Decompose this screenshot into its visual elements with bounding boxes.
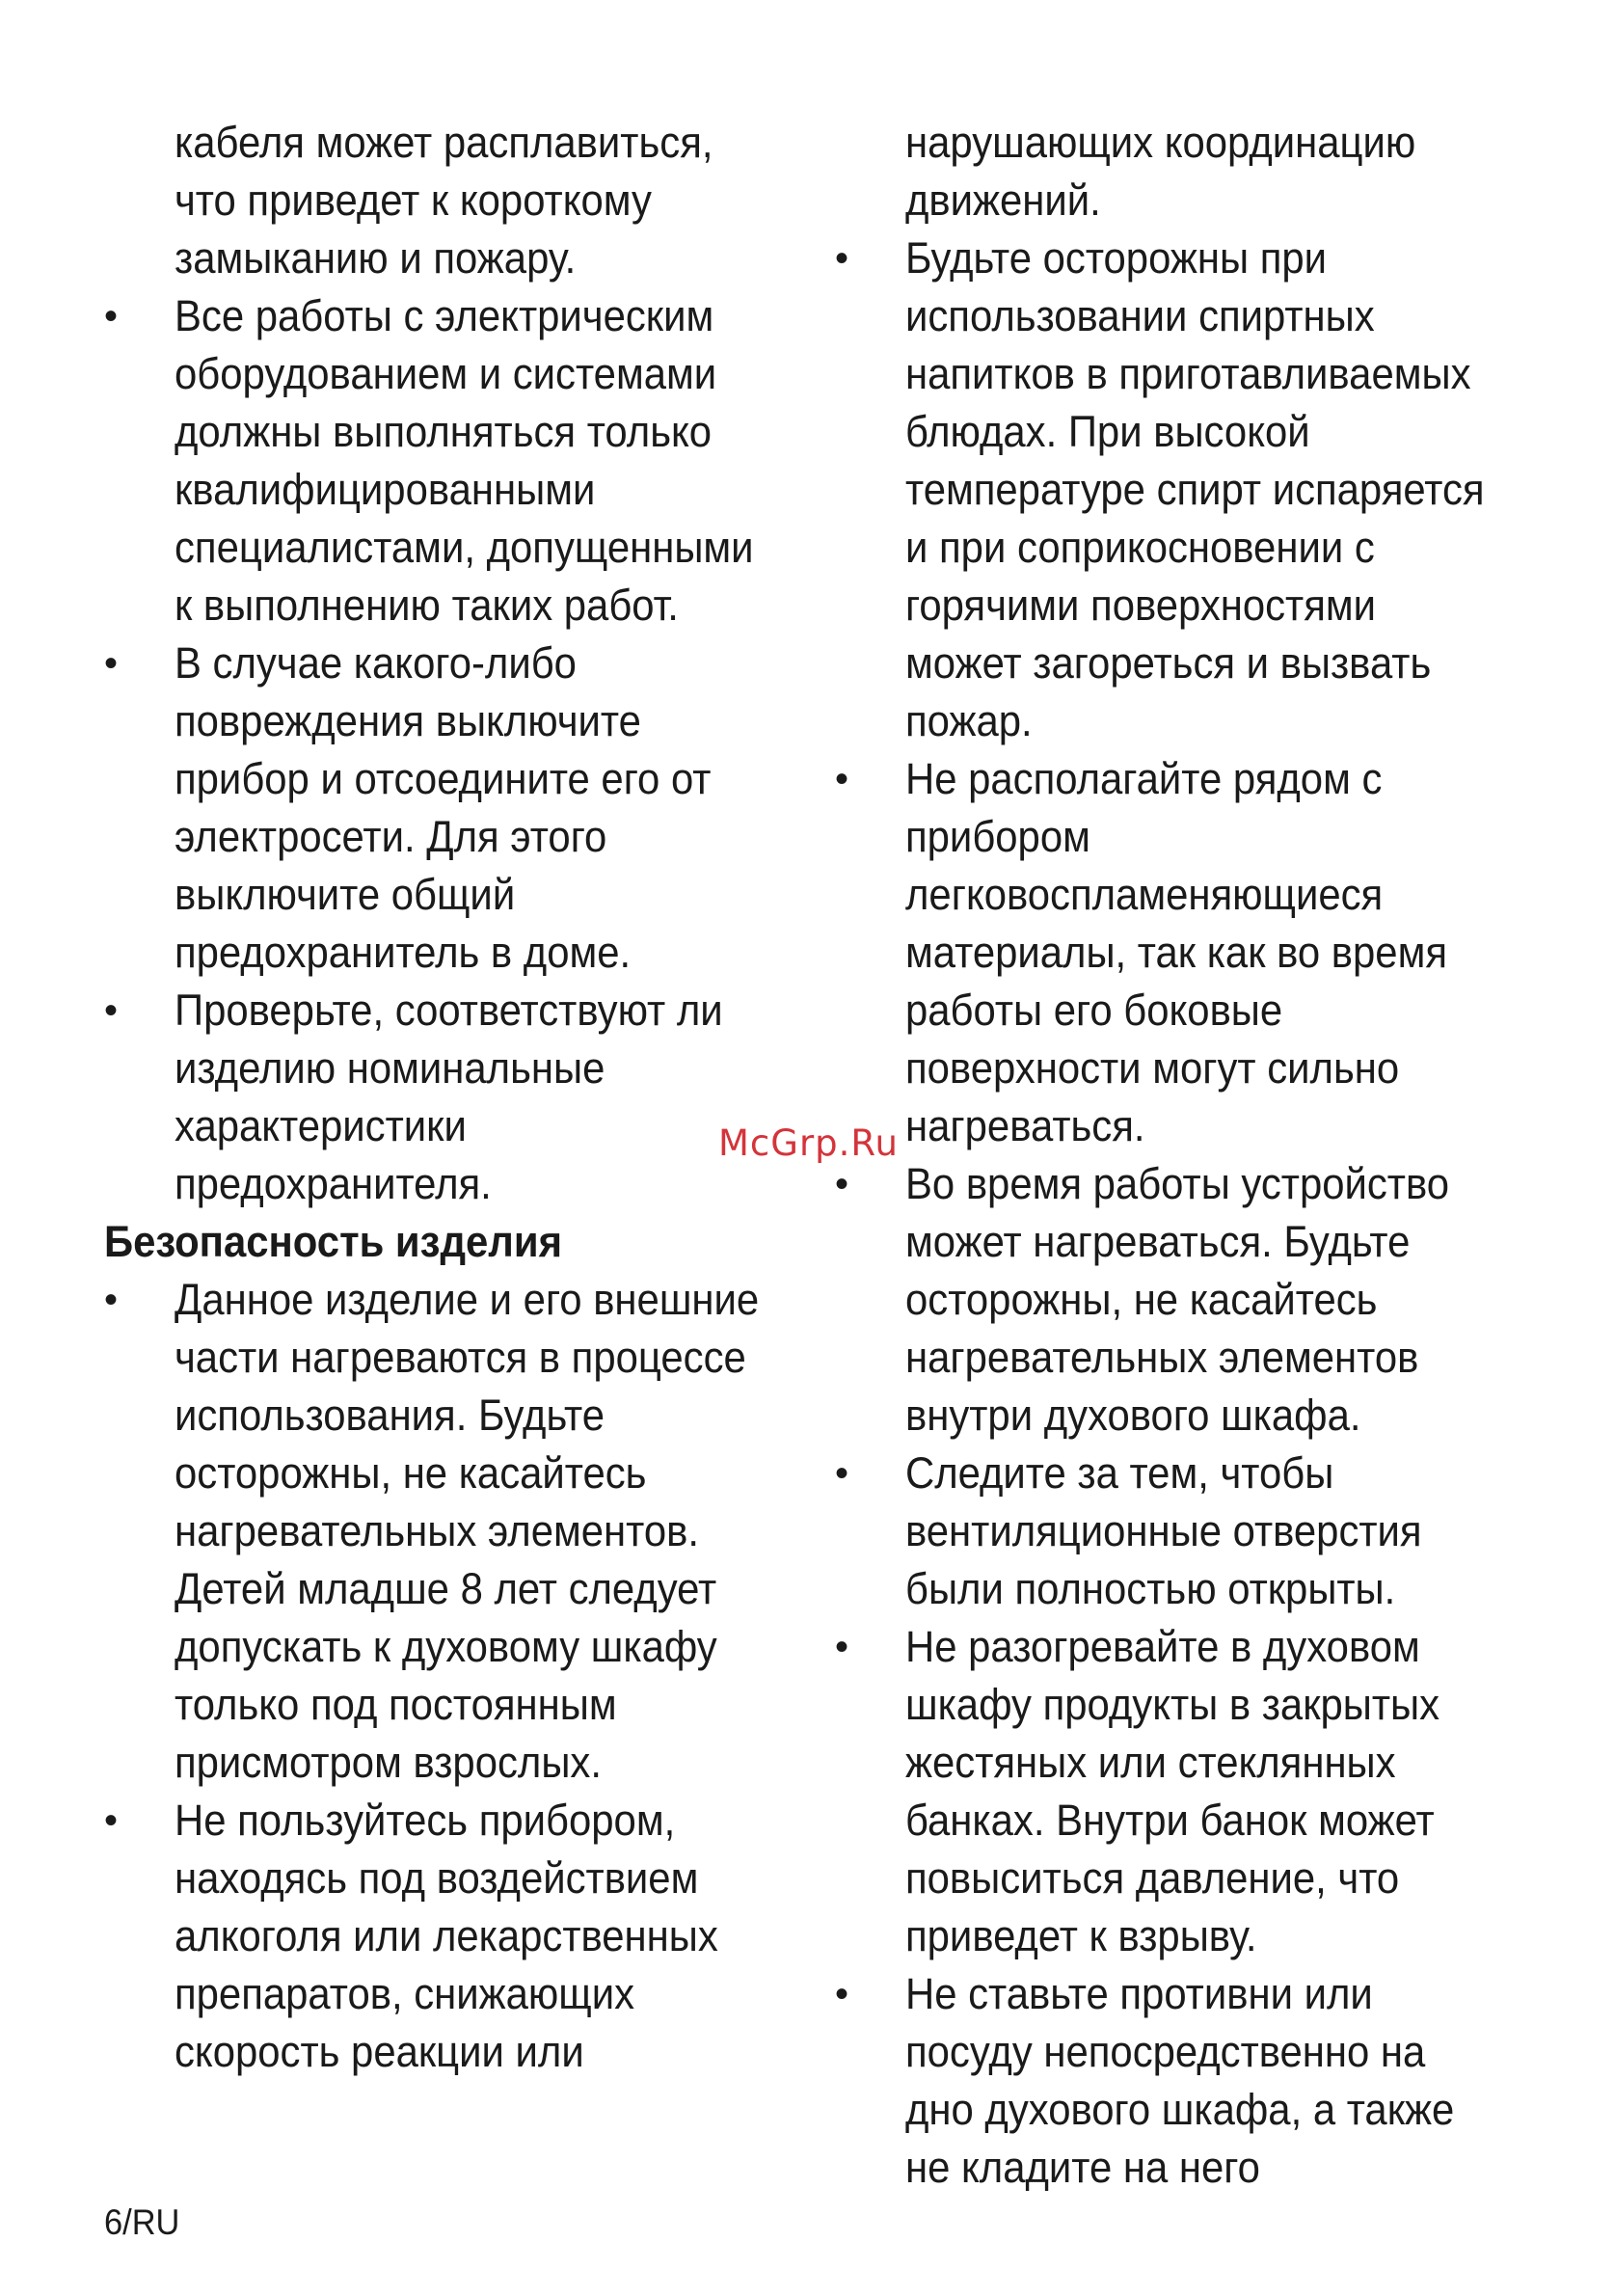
- text-line: Все работы с электрическим: [175, 291, 714, 340]
- text-line: и при соприкосновении с: [905, 523, 1375, 572]
- text-line: может загореться и вызвать: [905, 638, 1432, 688]
- text-line: шкафу продукты в закрытых: [905, 1680, 1440, 1729]
- text-line: предохранитель в доме.: [175, 928, 632, 977]
- text-line: характеристики: [175, 1101, 467, 1150]
- list-item: [835, 750, 1510, 1155]
- list-item: [835, 1445, 1510, 1618]
- text-line: предохранителя.: [175, 1159, 492, 1208]
- text-line: может нагреваться. Будьте: [905, 1217, 1411, 1266]
- text-line: замыканию и пожару.: [175, 233, 577, 283]
- right-intro: [835, 114, 1510, 230]
- text-line: повыситься давление, что: [905, 1853, 1400, 1903]
- bullet-icon: •: [835, 1163, 849, 1205]
- text-line: оборудованием и системами: [175, 349, 717, 398]
- text-line: Не ставьте противни или: [905, 1969, 1373, 2018]
- text-line: кабеля может расплавиться,: [175, 118, 713, 167]
- bullet-icon: •: [104, 642, 119, 685]
- text-line: должны выполняться только: [175, 407, 713, 456]
- text-line: Данное изделие и его внешние: [175, 1275, 760, 1324]
- text-line: внутри духового шкафа.: [905, 1391, 1361, 1440]
- text-line: Во время работы устройство: [905, 1159, 1450, 1208]
- bullet-icon: •: [104, 1799, 119, 1842]
- list-item: [835, 230, 1510, 750]
- bullet-icon: •: [835, 1452, 849, 1495]
- text-line: выключите общий: [175, 870, 516, 919]
- text-line: температуре спирт испаряется: [905, 465, 1485, 514]
- bullet-icon: •: [835, 237, 849, 280]
- text-line: только под постоянным: [175, 1680, 617, 1729]
- text-line: посуду непосредственно на: [905, 2027, 1426, 2076]
- text-line: банках. Внутри банок может: [905, 1796, 1435, 1845]
- text-line: препаратов, снижающих: [175, 1969, 635, 2018]
- bullet-icon: •: [835, 1626, 849, 1668]
- text-line: прибором: [905, 812, 1090, 861]
- text-line: движений.: [905, 176, 1101, 225]
- bullet-icon: •: [104, 1279, 119, 1321]
- bullet-icon: •: [835, 758, 849, 800]
- text-line: В случае какого-либо: [175, 638, 577, 688]
- text-line: материалы, так как во время: [905, 928, 1448, 977]
- text-line: использовании спиртных: [905, 291, 1375, 340]
- watermark: McGrp.Ru: [718, 1122, 899, 1164]
- text-line: вентиляционные отверстия: [905, 1506, 1422, 1555]
- text-line: нагревательных элементов: [905, 1333, 1419, 1382]
- list-item: [104, 982, 798, 1213]
- text-line: легковоспламеняющиеся: [905, 870, 1384, 919]
- bullet-icon: •: [835, 1973, 849, 2015]
- text-line: электросети. Для этого: [175, 812, 607, 861]
- text-line: что приведет к короткому: [175, 176, 652, 225]
- text-line: находясь под воздействием: [175, 1853, 699, 1903]
- text-line: Будьте осторожны при: [905, 233, 1328, 283]
- text-line: изделию номинальные: [175, 1043, 605, 1093]
- page-number: 6/RU: [104, 2202, 180, 2242]
- text-line: Следите за тем, чтобы: [905, 1448, 1334, 1498]
- text-line: присмотром взрослых.: [175, 1738, 602, 1787]
- text-line: были полностью открыты.: [905, 1564, 1396, 1613]
- section-heading: Безопасность изделия: [104, 1217, 563, 1266]
- text-line: прибор и отсоедините его от: [175, 754, 712, 803]
- list-item: [104, 1792, 798, 2081]
- text-line: алкоголя или лекарственных: [175, 1911, 718, 1960]
- text-line: квалифицированными: [175, 465, 596, 514]
- text-line: блюдах. При высокой: [905, 407, 1310, 456]
- text-line: Не пользуйтесь прибором,: [175, 1796, 676, 1845]
- list-item: [104, 1271, 798, 1792]
- text-line: жестяных или стеклянных: [905, 1738, 1396, 1787]
- list-item: [835, 1965, 1510, 2197]
- text-line: дно духового шкафа, а также: [905, 2085, 1455, 2134]
- text-line: нагреваться.: [905, 1101, 1145, 1150]
- text-line: поверхности могут сильно: [905, 1043, 1400, 1093]
- text-line: части нагреваются в процессе: [175, 1333, 746, 1382]
- right-column: [835, 114, 1510, 2197]
- text-line: скорость реакции или: [175, 2027, 584, 2076]
- left-column: [104, 114, 798, 2081]
- text-line: приведет к взрыву.: [905, 1911, 1257, 1960]
- text-line: использования. Будьте: [175, 1391, 605, 1440]
- text-line: осторожны, не касайтесь: [175, 1448, 647, 1498]
- bullet-icon: •: [104, 989, 119, 1032]
- text-line: нарушающих координацию: [905, 118, 1416, 167]
- list-item: [104, 287, 798, 635]
- list-item: [104, 635, 798, 982]
- text-line: осторожны, не касайтесь: [905, 1275, 1378, 1324]
- bullet-icon: •: [104, 295, 119, 338]
- text-line: Не разогревайте в духовом: [905, 1622, 1420, 1671]
- text-line: Проверьте, соответствуют ли: [175, 986, 723, 1035]
- text-line: не кладите на него: [905, 2143, 1260, 2192]
- left-intro: [104, 114, 798, 287]
- text-line: горячими поверхностями: [905, 581, 1377, 630]
- text-line: напитков в приготавливаемых: [905, 349, 1471, 398]
- text-line: Детей младше 8 лет следует: [175, 1564, 717, 1613]
- text-line: допускать к духовому шкафу: [175, 1622, 717, 1671]
- text-line: нагревательных элементов.: [175, 1506, 699, 1555]
- text-line: к выполнению таких работ.: [175, 581, 679, 630]
- list-item: [835, 1618, 1510, 1965]
- text-line: пожар.: [905, 696, 1033, 745]
- text-line: Не располагайте рядом с: [905, 754, 1383, 803]
- text-line: специалистами, допущенными: [175, 523, 754, 572]
- text-line: повреждения выключите: [175, 696, 641, 745]
- text-line: работы его боковые: [905, 986, 1283, 1035]
- list-item: [835, 1155, 1510, 1445]
